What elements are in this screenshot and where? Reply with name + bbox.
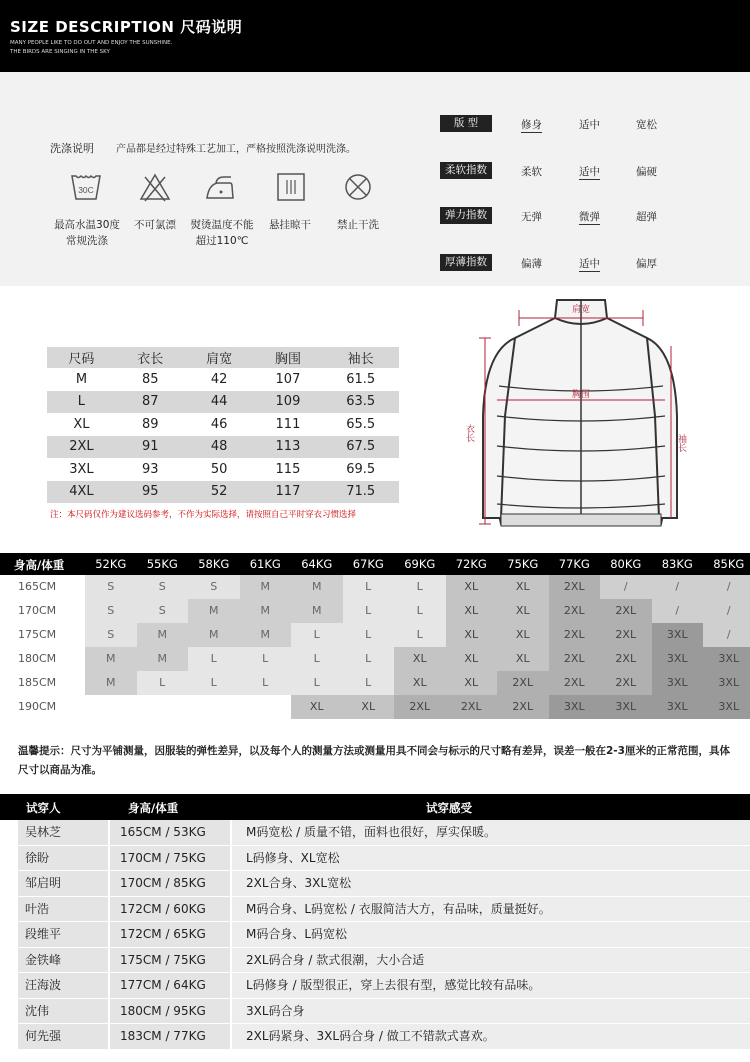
trial-feedback: L码修身 / 版型很正，穿上去很有型，感觉比较有品味。	[232, 973, 750, 998]
trial-person: 沈伟	[18, 999, 108, 1024]
jacket-diagram	[455, 296, 700, 536]
trial-row	[18, 820, 750, 846]
hw-size-cell: 3XL	[652, 695, 704, 719]
hw-size-cell: 3XL	[703, 671, 750, 695]
no-dryclean-icon	[342, 172, 374, 202]
hw-size-cell: 2XL	[549, 647, 601, 671]
trial-height-weight: 172CM / 60KG	[110, 897, 230, 922]
size-cell: 67.5	[322, 436, 399, 459]
rating-thickness-tag: 厚薄指数	[440, 254, 492, 271]
hw-weight-header: 58KG	[198, 557, 230, 571]
rating-softness-opt-1: 柔软	[521, 166, 542, 178]
trial-row	[18, 973, 750, 999]
trial-feedback: 2XL码合身 / 款式很潮，大小合适	[232, 948, 750, 973]
hw-weight-header: 61KG	[249, 557, 281, 571]
hw-size-cell: XL	[291, 695, 343, 719]
size-cell: 48	[185, 436, 254, 459]
hw-weight-header: 55KG	[146, 557, 178, 571]
hw-size-cell: XL	[446, 599, 498, 623]
trial-table	[18, 794, 750, 1050]
hw-size-cell: /	[652, 575, 704, 599]
rating-stretch-opt-3: 超弹	[636, 211, 657, 223]
hw-size-cell: L	[394, 599, 446, 623]
hw-weight-header: 85KG	[713, 557, 745, 571]
care-description: 产品都是经过特殊工艺加工，严格按照洗涤说明洗涤。	[116, 144, 356, 155]
hw-size-cell: 2XL	[497, 695, 549, 719]
trial-feedback: M码合身、L码宽松 / 衣服简洁大方，有品味，质量挺好。	[232, 897, 750, 922]
hw-size-cell: M	[240, 623, 292, 647]
trial-person: 金铁峰	[18, 948, 108, 973]
hw-size-cell: M	[240, 575, 292, 599]
hw-size-cell	[188, 695, 240, 719]
hw-size-cell: /	[703, 575, 750, 599]
hw-height-label: 165CM	[18, 580, 57, 593]
rating-thickness	[440, 254, 670, 274]
wash-temp-badge: 30C	[78, 185, 94, 195]
hw-size-cell: XL	[446, 671, 498, 695]
hw-size-cell: XL	[446, 575, 498, 599]
rating-stretch-opt-2: 微弹	[579, 211, 600, 223]
hw-size-cell: L	[394, 575, 446, 599]
hw-size-cell: XL	[446, 623, 498, 647]
hw-size-cell: 3XL	[652, 647, 704, 671]
size-cell: 109	[254, 391, 323, 414]
size-row	[47, 368, 399, 391]
wash-30-icon	[70, 172, 102, 202]
rating-fit-opt-3: 宽松	[636, 119, 657, 131]
care-title: 洗涤说明	[50, 142, 94, 155]
size-cell: M	[75, 371, 88, 387]
trial-feedback: M码宽松 / 质量不错，面料也很好，厚实保暖。	[232, 820, 750, 845]
size-cell: 46	[210, 416, 228, 432]
hw-size-cell: /	[600, 575, 652, 599]
hw-size-cell: 3XL	[549, 695, 601, 719]
hw-weight-header: 77KG	[558, 557, 590, 571]
trial-row	[18, 922, 750, 948]
trial-height-weight: 172CM / 65KG	[110, 922, 230, 947]
size-cell: 42	[210, 371, 228, 387]
rating-softness-tag: 柔软指数	[440, 162, 492, 179]
rating-fit	[440, 115, 670, 135]
hw-weight-header: 83KG	[661, 557, 693, 571]
hw-size-cell: 2XL	[549, 671, 601, 695]
hw-size-cell	[240, 695, 292, 719]
size-cell: 115	[275, 461, 301, 477]
trial-person: 吴林芝	[18, 820, 108, 845]
size-col-header: 衣长	[116, 347, 185, 368]
size-cell: 61.5	[346, 371, 376, 387]
size-cell: 4XL	[47, 481, 116, 504]
trial-feedback: 2XL码紧身、3XL码合身 / 做工不错款式喜欢。	[232, 1024, 750, 1049]
hw-size-cell: 2XL	[600, 623, 652, 647]
trial-rows	[18, 820, 750, 1050]
hw-weight-header: 64KG	[301, 557, 333, 571]
hw-size-cell: 3XL	[703, 647, 750, 671]
hw-size-cell: 2XL	[600, 599, 652, 623]
hw-size-cell	[137, 695, 189, 719]
care-label-wash-line2: 常规洗涤	[66, 235, 108, 247]
length-label: 衣长	[464, 424, 474, 442]
hw-size-cell: M	[188, 623, 240, 647]
size-cell: L	[47, 391, 116, 414]
hw-size-cell: 2XL	[600, 671, 652, 695]
trial-person: 叶浩	[18, 897, 108, 922]
hw-size-cell: XL	[343, 695, 395, 719]
size-cell: 113	[254, 436, 323, 459]
rating-softness-opt-2: 适中	[579, 166, 600, 178]
hw-size-cell: M	[137, 647, 189, 671]
size-cell: 63.5	[322, 391, 399, 414]
size-cell: 44	[185, 391, 254, 414]
header-subtitle	[10, 39, 210, 57]
size-cell: 87	[116, 391, 185, 414]
size-note: 注：本尺码仅作为建议选码参考，不作为实际选择，请按照自己平时穿衣习惯选择	[50, 510, 357, 520]
rating-stretch-opt-1: 无弹	[521, 211, 542, 223]
size-row	[47, 391, 399, 414]
trial-row	[18, 999, 750, 1025]
hw-grid-header	[0, 553, 750, 575]
trial-row	[18, 948, 750, 974]
trial-person: 段维平	[18, 922, 108, 947]
trial-col-hw: 身高/体重	[128, 801, 179, 815]
care-label-bleach: 不可氯漂	[134, 219, 176, 231]
size-cell: 71.5	[322, 481, 399, 504]
trial-col-feedback: 试穿感受	[426, 801, 472, 815]
hw-size-cell: M	[291, 575, 343, 599]
size-cell: 111	[275, 416, 301, 432]
size-cell: 69.5	[346, 461, 376, 477]
hw-weight-header: 52KG	[95, 557, 127, 571]
trial-height-weight: 177CM / 64KG	[110, 973, 230, 998]
trial-height-weight: 180CM / 95KG	[110, 999, 230, 1024]
hw-size-cell: L	[291, 647, 343, 671]
size-cell: XL	[73, 416, 90, 432]
hw-size-cell: L	[394, 623, 446, 647]
hw-size-cell: S	[85, 623, 137, 647]
hw-size-cell: 3XL	[652, 671, 704, 695]
rating-thickness-opt-3: 偏厚	[636, 258, 657, 270]
trial-height-weight: 183CM / 77KG	[110, 1024, 230, 1049]
hw-size-cell: S	[85, 599, 137, 623]
trial-row	[18, 871, 750, 897]
care-label-wash-line1: 最高水温30度	[54, 219, 120, 231]
hw-size-cell: L	[240, 671, 292, 695]
hw-size-cell: M	[188, 599, 240, 623]
trial-feedback: M码合身、L码宽松	[232, 922, 750, 947]
chest-label: 胸围	[571, 390, 591, 400]
size-cell: 93	[141, 461, 159, 477]
trial-person: 何先强	[18, 1024, 108, 1049]
care-label-hang: 悬挂晾干	[269, 219, 311, 231]
trial-header	[18, 794, 750, 820]
care-label-iron-line1: 熨烫温度不能	[190, 219, 254, 231]
hw-height-label: 170CM	[18, 604, 57, 617]
care-section	[0, 72, 750, 286]
hw-size-cell: L	[188, 647, 240, 671]
size-table-header	[47, 347, 399, 368]
hw-size-cell: L	[343, 671, 395, 695]
rating-fit-opt-2: 适中	[579, 119, 600, 131]
hw-size-cell: M	[85, 647, 137, 671]
trial-height-weight: 175CM / 75KG	[110, 948, 230, 973]
hw-size-cell: 2XL	[549, 623, 601, 647]
size-cell: 85	[141, 371, 159, 387]
hw-size-cell: L	[137, 671, 189, 695]
header-subtitle-line2: THE BIRDS ARE SINGING IN THE SKY	[10, 49, 110, 55]
hw-size-cell: L	[291, 671, 343, 695]
hw-size-cell: 3XL	[652, 623, 704, 647]
rating-softness	[440, 162, 670, 182]
rating-thickness-opt-2: 适中	[579, 258, 600, 270]
hw-size-cell: 2XL	[497, 671, 549, 695]
shoulder-label: 肩宽	[571, 305, 591, 315]
hw-size-cell: 3XL	[703, 695, 750, 719]
hw-size-cell: M	[137, 623, 189, 647]
care-label-dryclean: 禁止干洗	[337, 219, 379, 231]
rating-fit-tag: 版 型	[440, 115, 492, 132]
size-row	[47, 413, 399, 436]
hw-size-cell: /	[703, 599, 750, 623]
hw-size-cell: 2XL	[549, 599, 601, 623]
size-col-header: 胸围	[254, 347, 323, 368]
hw-size-cell: L	[291, 623, 343, 647]
care-label-wash	[48, 217, 126, 249]
hw-size-cell	[85, 695, 137, 719]
trial-person: 汪海波	[18, 973, 108, 998]
hw-size-cell: 3XL	[600, 695, 652, 719]
size-cell: 50	[210, 461, 228, 477]
hw-weight-header: 67KG	[352, 557, 384, 571]
size-cell: 91	[116, 436, 185, 459]
hw-size-cell: S	[137, 575, 189, 599]
hw-height-label: 185CM	[18, 676, 57, 689]
trial-row	[18, 1024, 750, 1050]
trial-feedback: 3XL码合身	[232, 999, 750, 1024]
trial-height-weight: 165CM / 53KG	[110, 820, 230, 845]
hw-size-cell: XL	[394, 671, 446, 695]
trial-col-person: 试穿人	[26, 801, 61, 815]
size-row	[47, 481, 399, 504]
hw-weight-header: 69KG	[404, 557, 436, 571]
measurement-tip: 温馨提示：尺寸为平铺测量，因服装的弹性差异，以及每个人的测量方法或测量用具不同会与标示的尺寸略有差异，误差一般在2-3厘米的正常范围，具体尺寸以商品为准。	[18, 745, 730, 776]
hw-size-cell: XL	[497, 599, 549, 623]
hw-size-cell: L	[343, 599, 395, 623]
hw-size-cell: L	[343, 647, 395, 671]
size-table	[47, 347, 399, 503]
trial-row	[18, 846, 750, 872]
rating-stretch-tag: 弹力指数	[440, 207, 492, 224]
trial-height-weight: 170CM / 75KG	[110, 846, 230, 871]
hw-weight-header: 72KG	[455, 557, 487, 571]
size-cell: 117	[254, 481, 323, 504]
size-row	[47, 458, 399, 481]
hw-size-cell: L	[343, 575, 395, 599]
hw-size-cell: XL	[497, 575, 549, 599]
jacket-hem-band	[501, 514, 661, 526]
hw-size-cell: XL	[394, 647, 446, 671]
rating-stretch	[440, 207, 670, 227]
size-cell: 3XL	[69, 461, 94, 477]
hw-size-cell: 2XL	[549, 575, 601, 599]
size-cell: 89	[141, 416, 159, 432]
size-cell: 95	[116, 481, 185, 504]
hw-size-cell: XL	[497, 647, 549, 671]
hw-height-label: 190CM	[18, 700, 57, 713]
hw-size-cell: M	[85, 671, 137, 695]
care-label-iron-line2: 超过110℃	[195, 235, 249, 247]
size-col-header: 尺码	[47, 347, 116, 368]
hw-size-cell: /	[703, 623, 750, 647]
rating-fit-opt-1: 修身	[521, 119, 542, 131]
hw-height-label: 175CM	[18, 628, 57, 641]
size-cell: 65.5	[346, 416, 376, 432]
size-col-header: 肩宽	[185, 347, 254, 368]
jacket-illustration	[483, 300, 677, 524]
hw-size-cell: 2XL	[600, 647, 652, 671]
iron-icon	[204, 172, 236, 202]
header-subtitle-line1: MANY PEOPLE LIKE TO DO OUT AND ENJOY THE SUNSHINE.	[10, 40, 173, 46]
size-cell: 107	[275, 371, 301, 387]
trial-row	[18, 897, 750, 923]
size-col-header: 袖长	[322, 347, 399, 368]
rating-thickness-opt-1: 偏薄	[521, 258, 542, 270]
header-banner	[0, 0, 750, 72]
trial-feedback: 2XL合身、3XL宽松	[232, 871, 750, 896]
header-title: SIZE DESCRIPTION 尺码说明	[10, 18, 243, 36]
hw-size-cell: 2XL	[446, 695, 498, 719]
sleeve-label: 袖长	[676, 434, 686, 452]
no-bleach-icon	[139, 172, 171, 202]
hw-size-cell: L	[240, 647, 292, 671]
hw-size-cell: M	[291, 599, 343, 623]
size-row	[47, 436, 399, 459]
hw-corner-label: 身高/体重	[14, 558, 65, 572]
hw-size-cell: S	[85, 575, 137, 599]
hw-size-cell: L	[188, 671, 240, 695]
hw-weight-header: 80KG	[610, 557, 642, 571]
size-cell: 52	[185, 481, 254, 504]
hw-size-cell: XL	[446, 647, 498, 671]
hw-grid	[0, 575, 750, 719]
hw-weight-header: 75KG	[507, 557, 539, 571]
trial-person: 邹启明	[18, 871, 108, 896]
hw-size-cell: 2XL	[394, 695, 446, 719]
trial-feedback: L码修身、XL宽松	[232, 846, 750, 871]
hw-size-cell: S	[137, 599, 189, 623]
hw-size-cell: M	[240, 599, 292, 623]
rating-softness-opt-3: 偏硬	[636, 166, 657, 178]
size-cell: 2XL	[47, 436, 116, 459]
hw-size-cell: XL	[497, 623, 549, 647]
hw-height-label: 180CM	[18, 652, 57, 665]
trial-person: 徐盼	[18, 846, 108, 871]
trial-height-weight: 170CM / 85KG	[110, 871, 230, 896]
hang-dry-icon	[275, 172, 307, 202]
hw-size-cell: S	[188, 575, 240, 599]
trial-header-lead	[0, 794, 18, 820]
care-label-iron	[186, 217, 258, 249]
hw-size-cell: L	[343, 623, 395, 647]
hw-size-cell: /	[652, 599, 704, 623]
